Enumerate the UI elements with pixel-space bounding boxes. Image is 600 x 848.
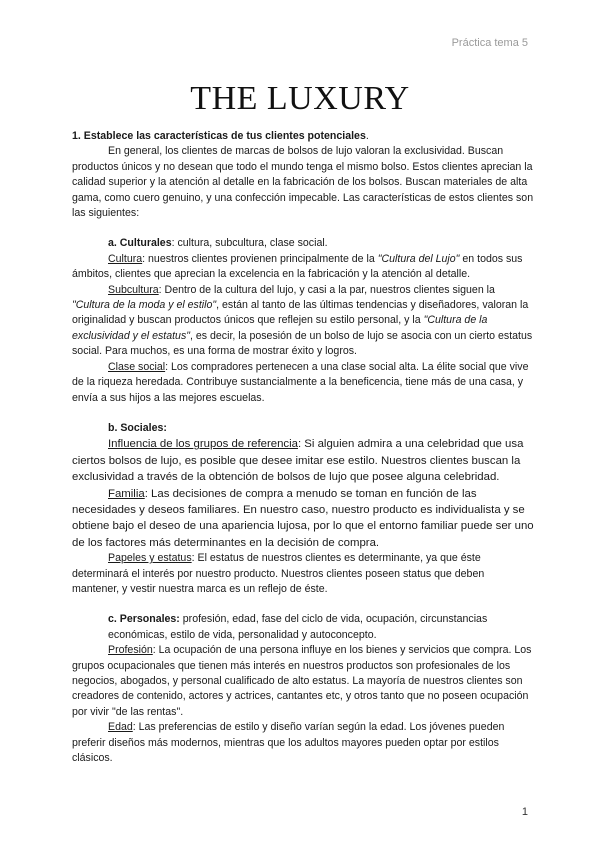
clase-social-paragraph: Clase social: Los compradores pertenecen a una clase social alta. La élite social que vive de la riqueza heredada. Contribuye sustancialmente a la beneficencia, tiene más de una casa, y envía a sus hijos a las mejores escuelas. [72,360,529,404]
papeles-label: Papeles y estatus [108,552,192,565]
header-label: Práctica tema 5 [451,37,528,49]
question-1-heading: 1. Establece las características de tus clientes potenciales. [72,130,369,142]
document-title: THE LUXURY [190,80,410,117]
cultura-paragraph: Cultura: nuestros clientes provienen principalmente de la "Cultura del Lujo" en todos sus ámbitos, clientes que aprecian la excelencia en la fabricación y la atención al detalle. [72,252,523,281]
familia-label: Familia [108,487,145,500]
document-body [72,129,534,766]
cultura-label: Cultura [108,252,143,265]
clase-social-label: Clase social [108,360,166,373]
section-b-heading: b. Sociales: [108,421,167,434]
question-1-intro: En general, los clientes de marcas de bolsos de lujo valoran la exclusividad. Buscan productos únicos y no desean que todo el mundo tenga el mismo bolso. Estos clientes aprecian la calidad superior y la atención al detalle en la fabricación de los bolsos. Buscan materiales de alta gama, como cuero genuino, y una confección impecable. Las características de estos clientes son las siguientes: [72,145,534,220]
section-a-heading: a. Culturales: cultura, subcultura, clase social. [108,237,328,250]
influencia-paragraph: Influencia de los grupos de referencia: Si alguien admira a una celebridad que usa ciertos bolsos de lujo, es posible que desee imitar ese estilo. Nuestros clientes buscan la exclusividad a través de la obtención de bolsos de lujo que posee alguna celebridad. [72,438,524,484]
question-1-heading-text: 1. Establece las características de tus clientes potenciales [72,130,366,142]
profesion-label: Profesión [108,644,153,657]
section-c-heading: c. Personales: profesión, edad, fase del ciclo de vida, ocupación, circunstancias económicas, estilo de vida, personalidad y autoconcepto. [108,613,488,641]
edad-paragraph: Edad: Las preferencias de estilo y diseño varían según la edad. Los jóvenes pueden preferir diseños más modernos, mientras que los adultos mayores pueden optar por estilos clásicos. [72,721,505,765]
edad-label: Edad [108,721,133,734]
profesion-paragraph: Profesión: La ocupación de una persona influye en los bienes y servicios que compra. Los grupos ocupacionales que tienen más interés en nuestros productos son profesionales de los negocios, abogados, y personal cualificado de alto estatus. La mayoría de nuestros clientes son creadores de contenido, actores y actrices, cantantes etc, y otros tanto que no poseen ocupación por vivir "de las rentas". [72,644,532,718]
influencia-label: Influencia de los grupos de referencia [108,438,298,451]
page-number: 1 [521,806,528,818]
papeles-paragraph: Papeles y estatus: El estatus de nuestros clientes es determinante, ya que éste determinará el interés por nuestro producto. Nuestros clientes poseen status que deben mantener, y vestir nuestra marca es un reflejo de éste. [72,552,485,595]
subcultura-paragraph: Subcultura: Dentro de la cultura del lujo, y casi a la par, nuestros clientes siguen la "Cultura de la moda y el estilo", están al tanto de las últimas tendencias y diseñadores, valoran la originalidad y buscan productos únicos que reflejen su estilo personal, y la "Cultura de la exclusividad y el estatus", es decir, la posesión de un bolso de lujo se asocia con un cierto estatus social. Para muchos, es una forma de mostrar éxito y logros. [72,283,533,358]
familia-paragraph: Familia: Las decisiones de compra a menudo se toman en función de las necesidades y deseos familiares. En nuestro caso, nuestro producto es individualista y se obtiene bajo el deseo de una apariencia lujosa, por lo que el entorno familiar puede ser uno de los factores más determinantes en la decisión de compra. [72,487,534,549]
subcultura-label: Subcultura [108,283,159,296]
